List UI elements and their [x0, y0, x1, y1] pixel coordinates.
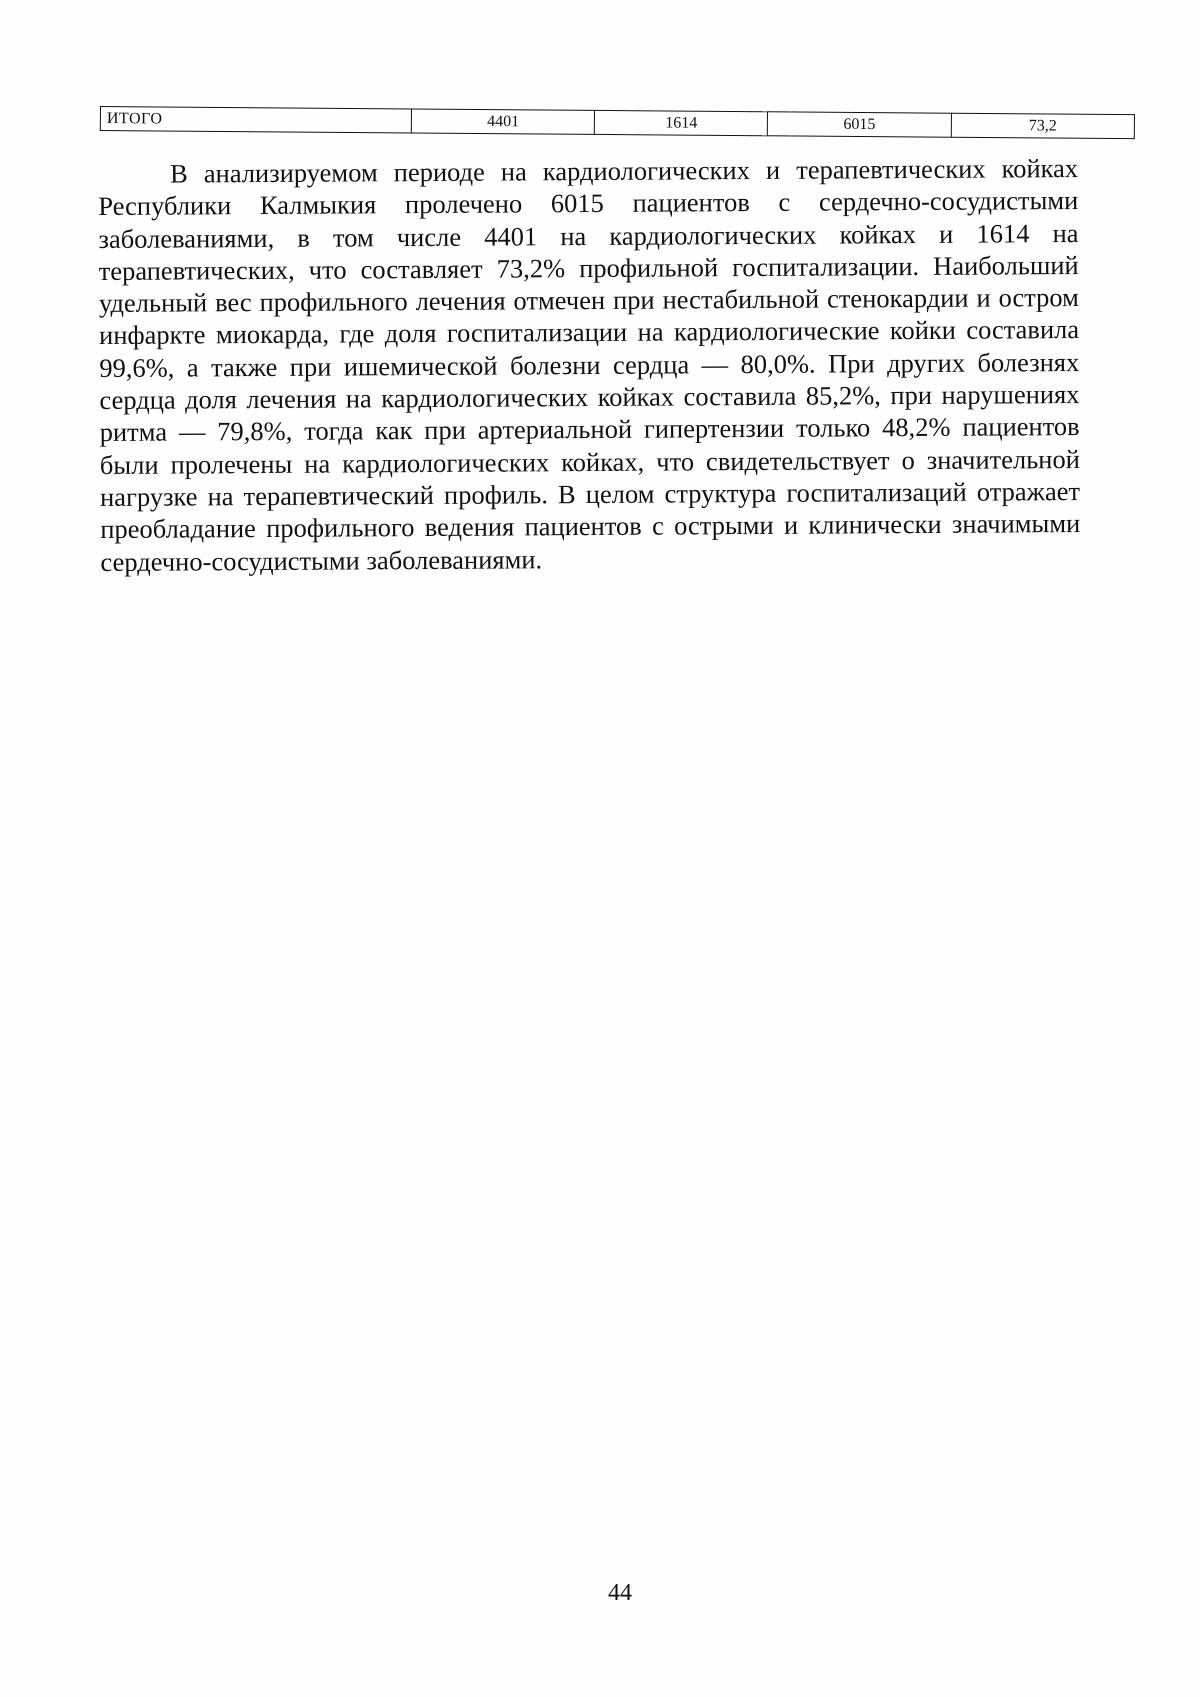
body-paragraph: В анализируемом периоде на кардиологических и терапевтических койках Республики Калмыкия пролечено 6015 пациентов с сердечно-сосудистыми заболеваниями, в том числе 4401 на кардиологических койках и 1614 на терапевтических, что составляет 73,2% профильной госпитализации. Наибольший удельный вес профильного лечения отмечен при нестабильной стенокардии и остром инфаркте миокарда, где доля госпитализации на кардиологические койки составила 99,6%, а также при ишемической болезни сердца — 80,0%. При других болезнях сердца доля лечения на кардиологических койках составила 85,2%, при нарушениях ритма — 79,8%, тогда как при артериальной гипертензии только 48,2% пациентов были пролечены на кардиологических койках, что свидетельствует о значительной нагрузке на терапевтический профиль. В целом структура госпитализаций отражает преобладание профильного ведения пациентов с острыми и клинически значимыми сердечно-сосудистыми заболеваниями. [98, 153, 1081, 577]
cardiology-beds-cell: 4401 [411, 109, 594, 134]
therapy-beds-cell: 1614 [595, 110, 768, 135]
summary-table-wrapper [100, 106, 1135, 135]
percent-cell: 73,2 [951, 113, 1134, 138]
total-label-cell: ИТОГО [100, 107, 411, 133]
page-number: 44 [608, 1580, 632, 1606]
summary-table [100, 106, 1135, 139]
table-row-total [100, 107, 1134, 139]
total-patients-cell: 6015 [768, 112, 951, 137]
